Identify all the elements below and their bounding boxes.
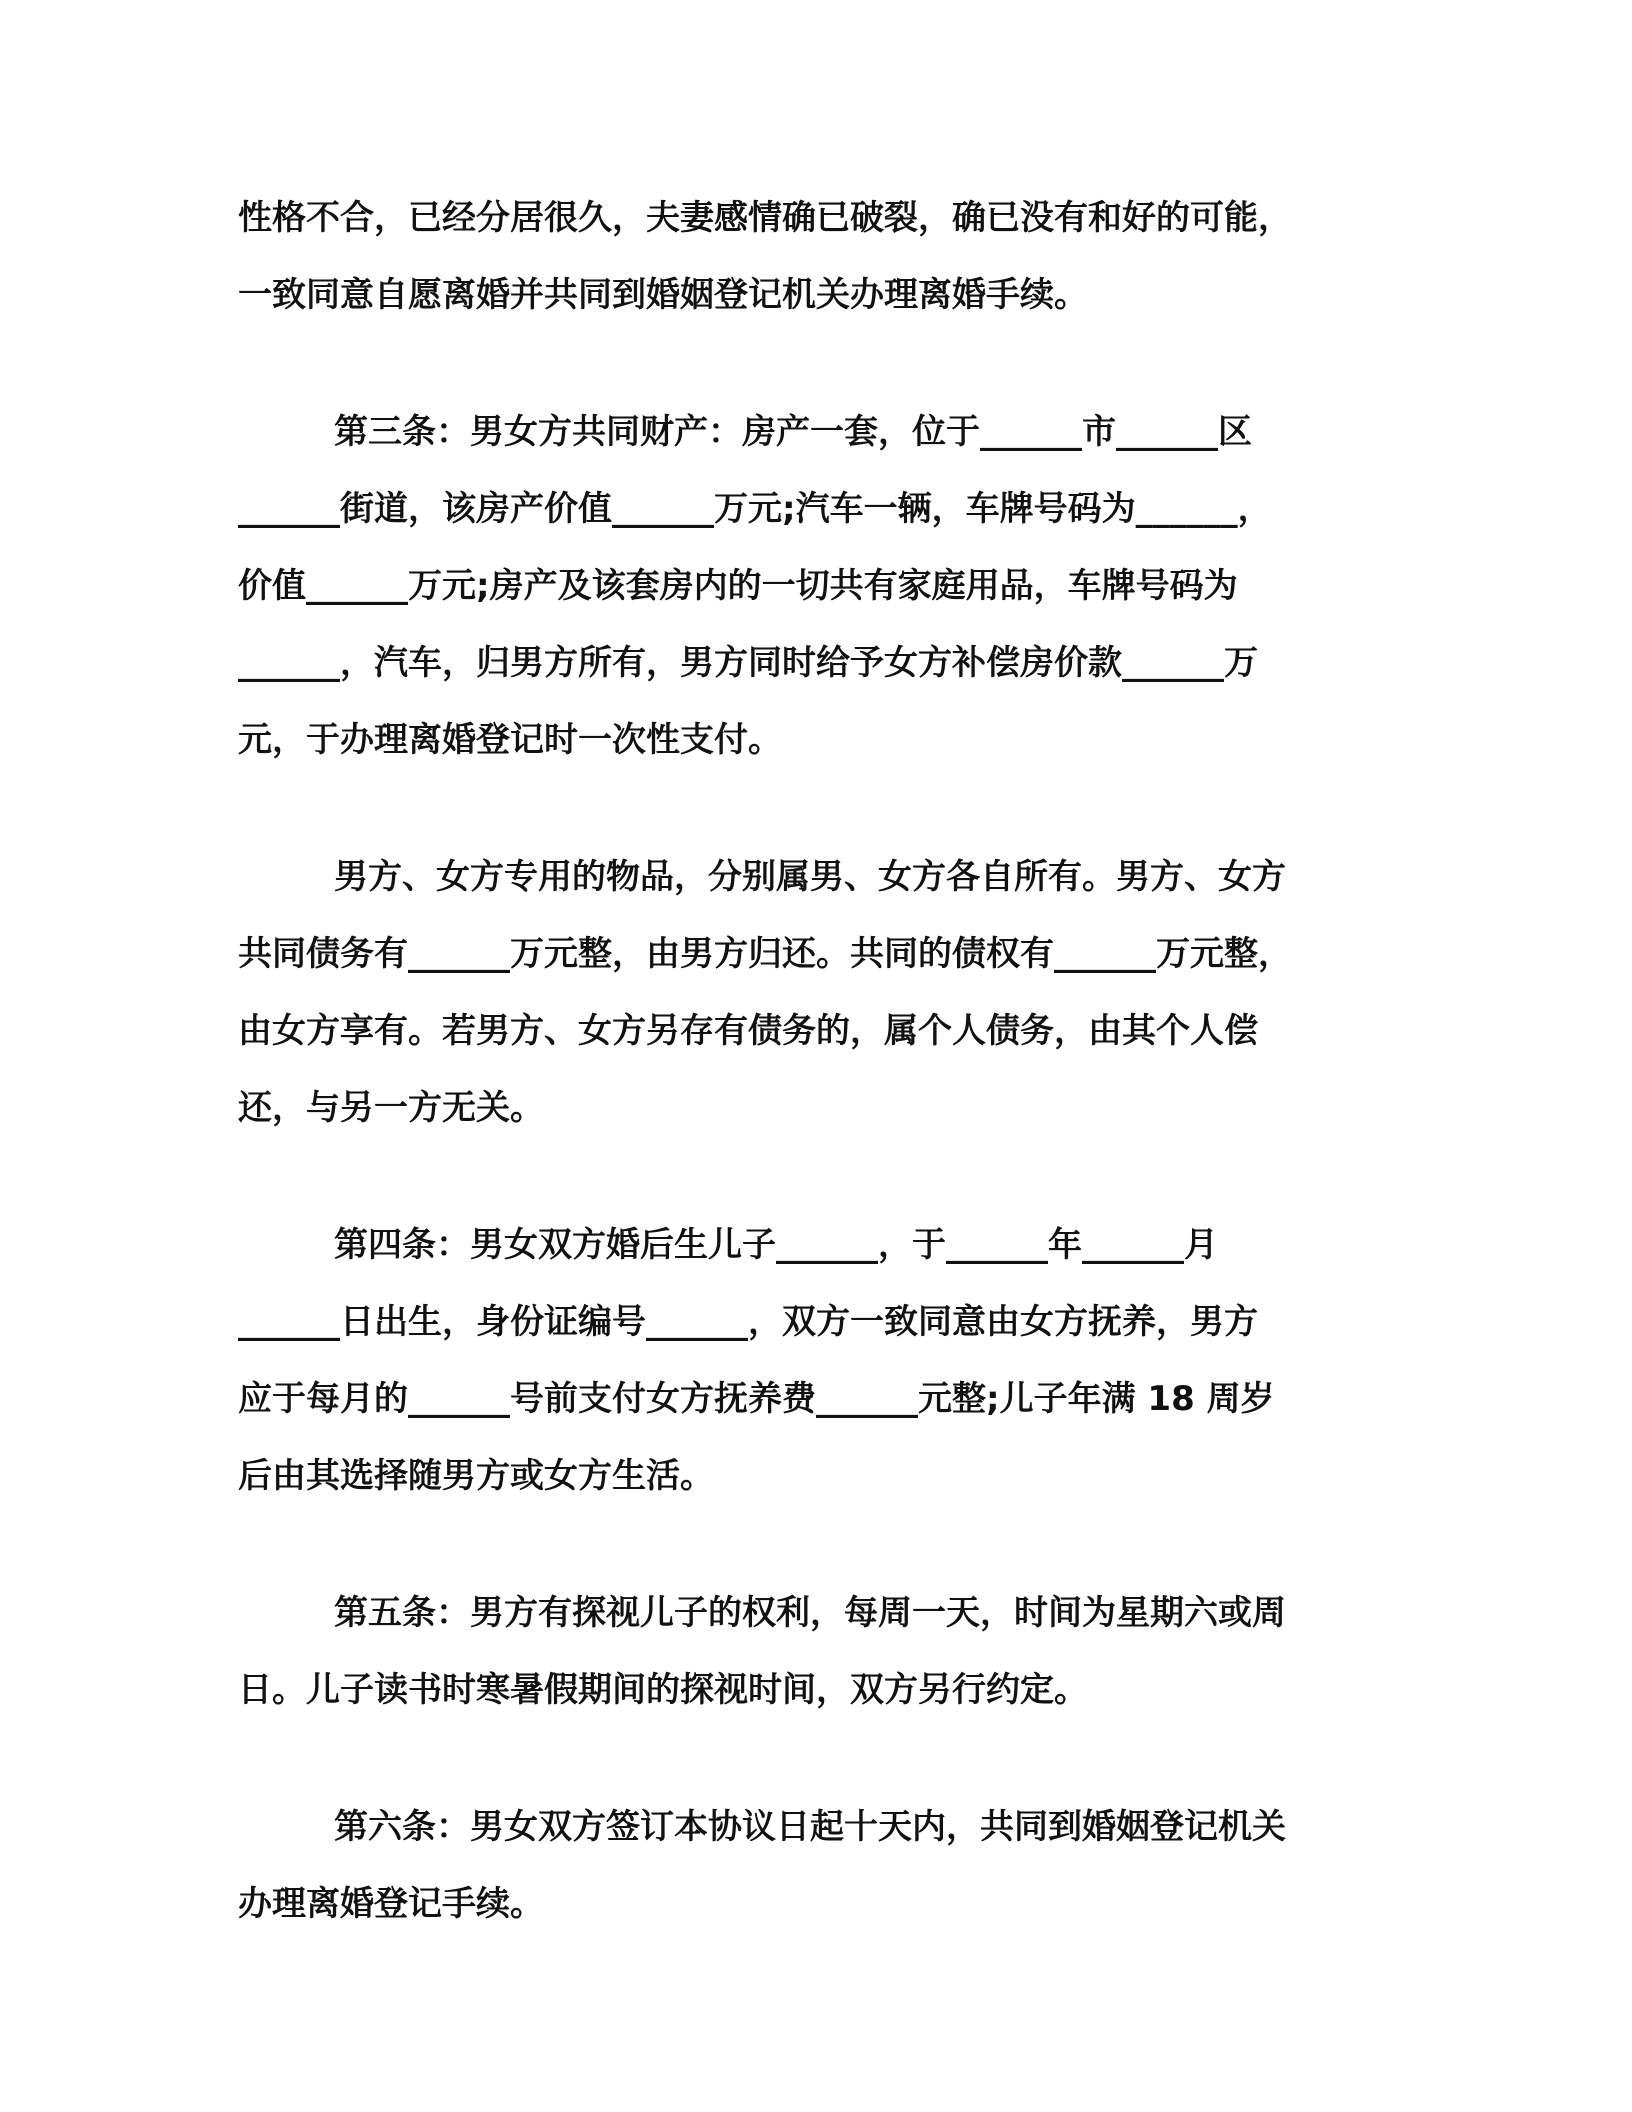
text-line: 第四条：男女双方婚后生儿子______，于______年______月 bbox=[334, 1225, 1218, 1265]
paragraph-article-3 bbox=[238, 394, 1398, 779]
paragraph-article-4 bbox=[238, 1207, 1398, 1515]
text-line: 元，于办理离婚登记时一次性支付。 bbox=[238, 720, 782, 760]
text-line: 共同债务有______万元整，由男方归还。共同的债权有______万元整， bbox=[238, 934, 1292, 974]
text-line: 性格不合，已经分居很久，夫妻感情确已破裂，确已没有和好的可能， bbox=[238, 198, 1292, 238]
text-line: 一致同意自愿离婚并共同到婚姻登记机关办理离婚手续。 bbox=[238, 275, 1088, 315]
text-line: 日。儿子读书时寒暑假期间的探视时间，双方另行约定。 bbox=[238, 1670, 1088, 1710]
paragraph-personal-items-debts bbox=[238, 839, 1398, 1147]
text-line: ______，汽车，归男方所有，男方同时给予女方补偿房价款______万 bbox=[238, 643, 1258, 683]
text-line: 由女方享有。若男方、女方另存有债务的，属个人债务，由其个人偿 bbox=[238, 1011, 1258, 1051]
paragraph-grounds bbox=[238, 180, 1398, 334]
text-line: 价值______万元;房产及该套房内的一切共有家庭用品，车牌号码为 bbox=[238, 566, 1238, 606]
text-line: ______日出生，身份证编号______，双方一致同意由女方抚养，男方 bbox=[238, 1302, 1258, 1342]
document-body bbox=[238, 180, 1398, 2003]
text-line: 第五条：男方有探视儿子的权利，每周一天，时间为星期六或周 bbox=[334, 1593, 1286, 1633]
text-line: 第三条：男女方共同财产：房产一套，位于______市______区 bbox=[334, 412, 1252, 452]
text-line: 还，与另一方无关。 bbox=[238, 1088, 544, 1128]
paragraph-article-6 bbox=[238, 1789, 1398, 1943]
text-line: ______街道，该房产价值______万元;汽车一辆，车牌号码为______， bbox=[238, 489, 1272, 529]
text-line: 第六条：男女双方签订本协议日起十天内，共同到婚姻登记机关 bbox=[334, 1807, 1286, 1847]
text-line: 办理离婚登记手续。 bbox=[238, 1884, 544, 1924]
paragraph-article-5 bbox=[238, 1575, 1398, 1729]
text-line: 男方、女方专用的物品，分别属男、女方各自所有。男方、女方 bbox=[334, 857, 1286, 897]
text-line: 后由其选择随男方或女方生活。 bbox=[238, 1456, 714, 1496]
text-line: 应于每月的______号前支付女方抚养费______元整;儿子年满 18 周岁 bbox=[238, 1379, 1275, 1419]
